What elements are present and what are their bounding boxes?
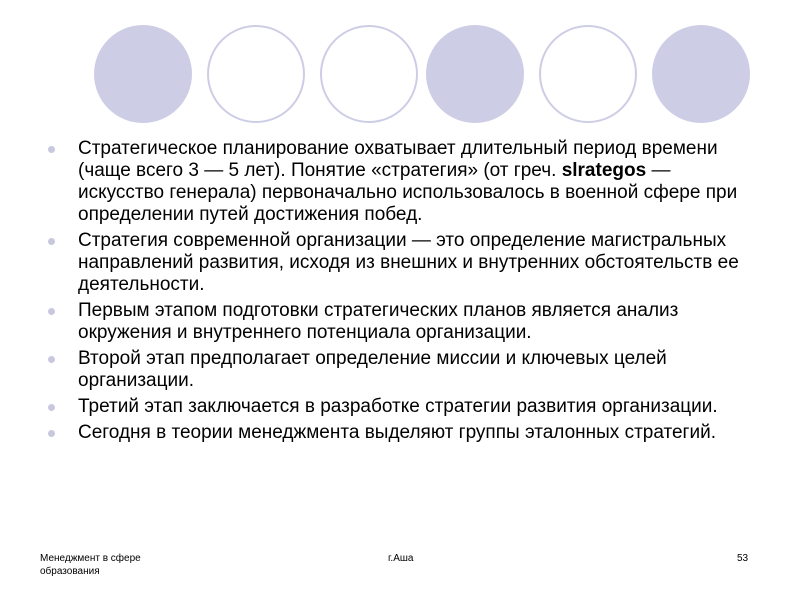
bullet-item	[48, 138, 748, 226]
bullet-dot-icon	[48, 238, 55, 245]
footer-course-title: Менеджмент в сфере образования	[40, 553, 141, 577]
slide-bullet-list	[48, 138, 748, 448]
bullet-text: Первым этапом подготовки стратегических планов является анализ окружения и внутреннего потенциала организации.	[78, 300, 679, 343]
decor-circle-outline	[320, 25, 418, 123]
footer-page-number: 53	[737, 553, 749, 564]
bullet-item	[48, 300, 748, 344]
bullet-dot-icon	[48, 308, 55, 315]
bullet-text: Стратегическое планирование охватывает длительный период времени (чаще всего 3 — 5 лет). Понятие «стратегия» (от греч.	[78, 138, 718, 181]
bullet-item	[48, 396, 748, 418]
bullet-item	[48, 422, 748, 444]
decorative-circles	[0, 0, 800, 140]
footer-location: г.Аша	[388, 553, 414, 564]
decor-circle-outline	[539, 25, 637, 123]
decor-circle-outline	[207, 25, 305, 123]
bullet-text: Третий этап заключается в разработке стратегии развития организации.	[78, 396, 718, 417]
bullet-text: — искусство генерала) первоначально использовалось в военной сфере при определении путей достижения побед.	[78, 160, 738, 225]
decor-circle-filled	[652, 25, 750, 123]
bullet-item	[48, 348, 748, 392]
bullet-dot-icon	[48, 430, 55, 437]
bullet-text: Стратегия современной организации — это определение магистральных направлений развития, исходя из внешних и внутренних обстоятельств ее деятельности.	[78, 230, 739, 295]
bullet-dot-icon	[48, 356, 55, 363]
bullet-item	[48, 230, 748, 296]
bullet-text-bold: slrategos	[561, 160, 647, 181]
bullet-text: Второй этап предполагает определение миссии и ключевых целей организации.	[78, 348, 667, 391]
bullet-text: Сегодня в теории менеджмента выделяют группы эталонных стратегий.	[78, 422, 716, 443]
decor-circle-filled	[426, 25, 524, 123]
decor-circle-filled	[94, 25, 192, 123]
bullet-dot-icon	[48, 146, 55, 153]
bullet-dot-icon	[48, 404, 55, 411]
